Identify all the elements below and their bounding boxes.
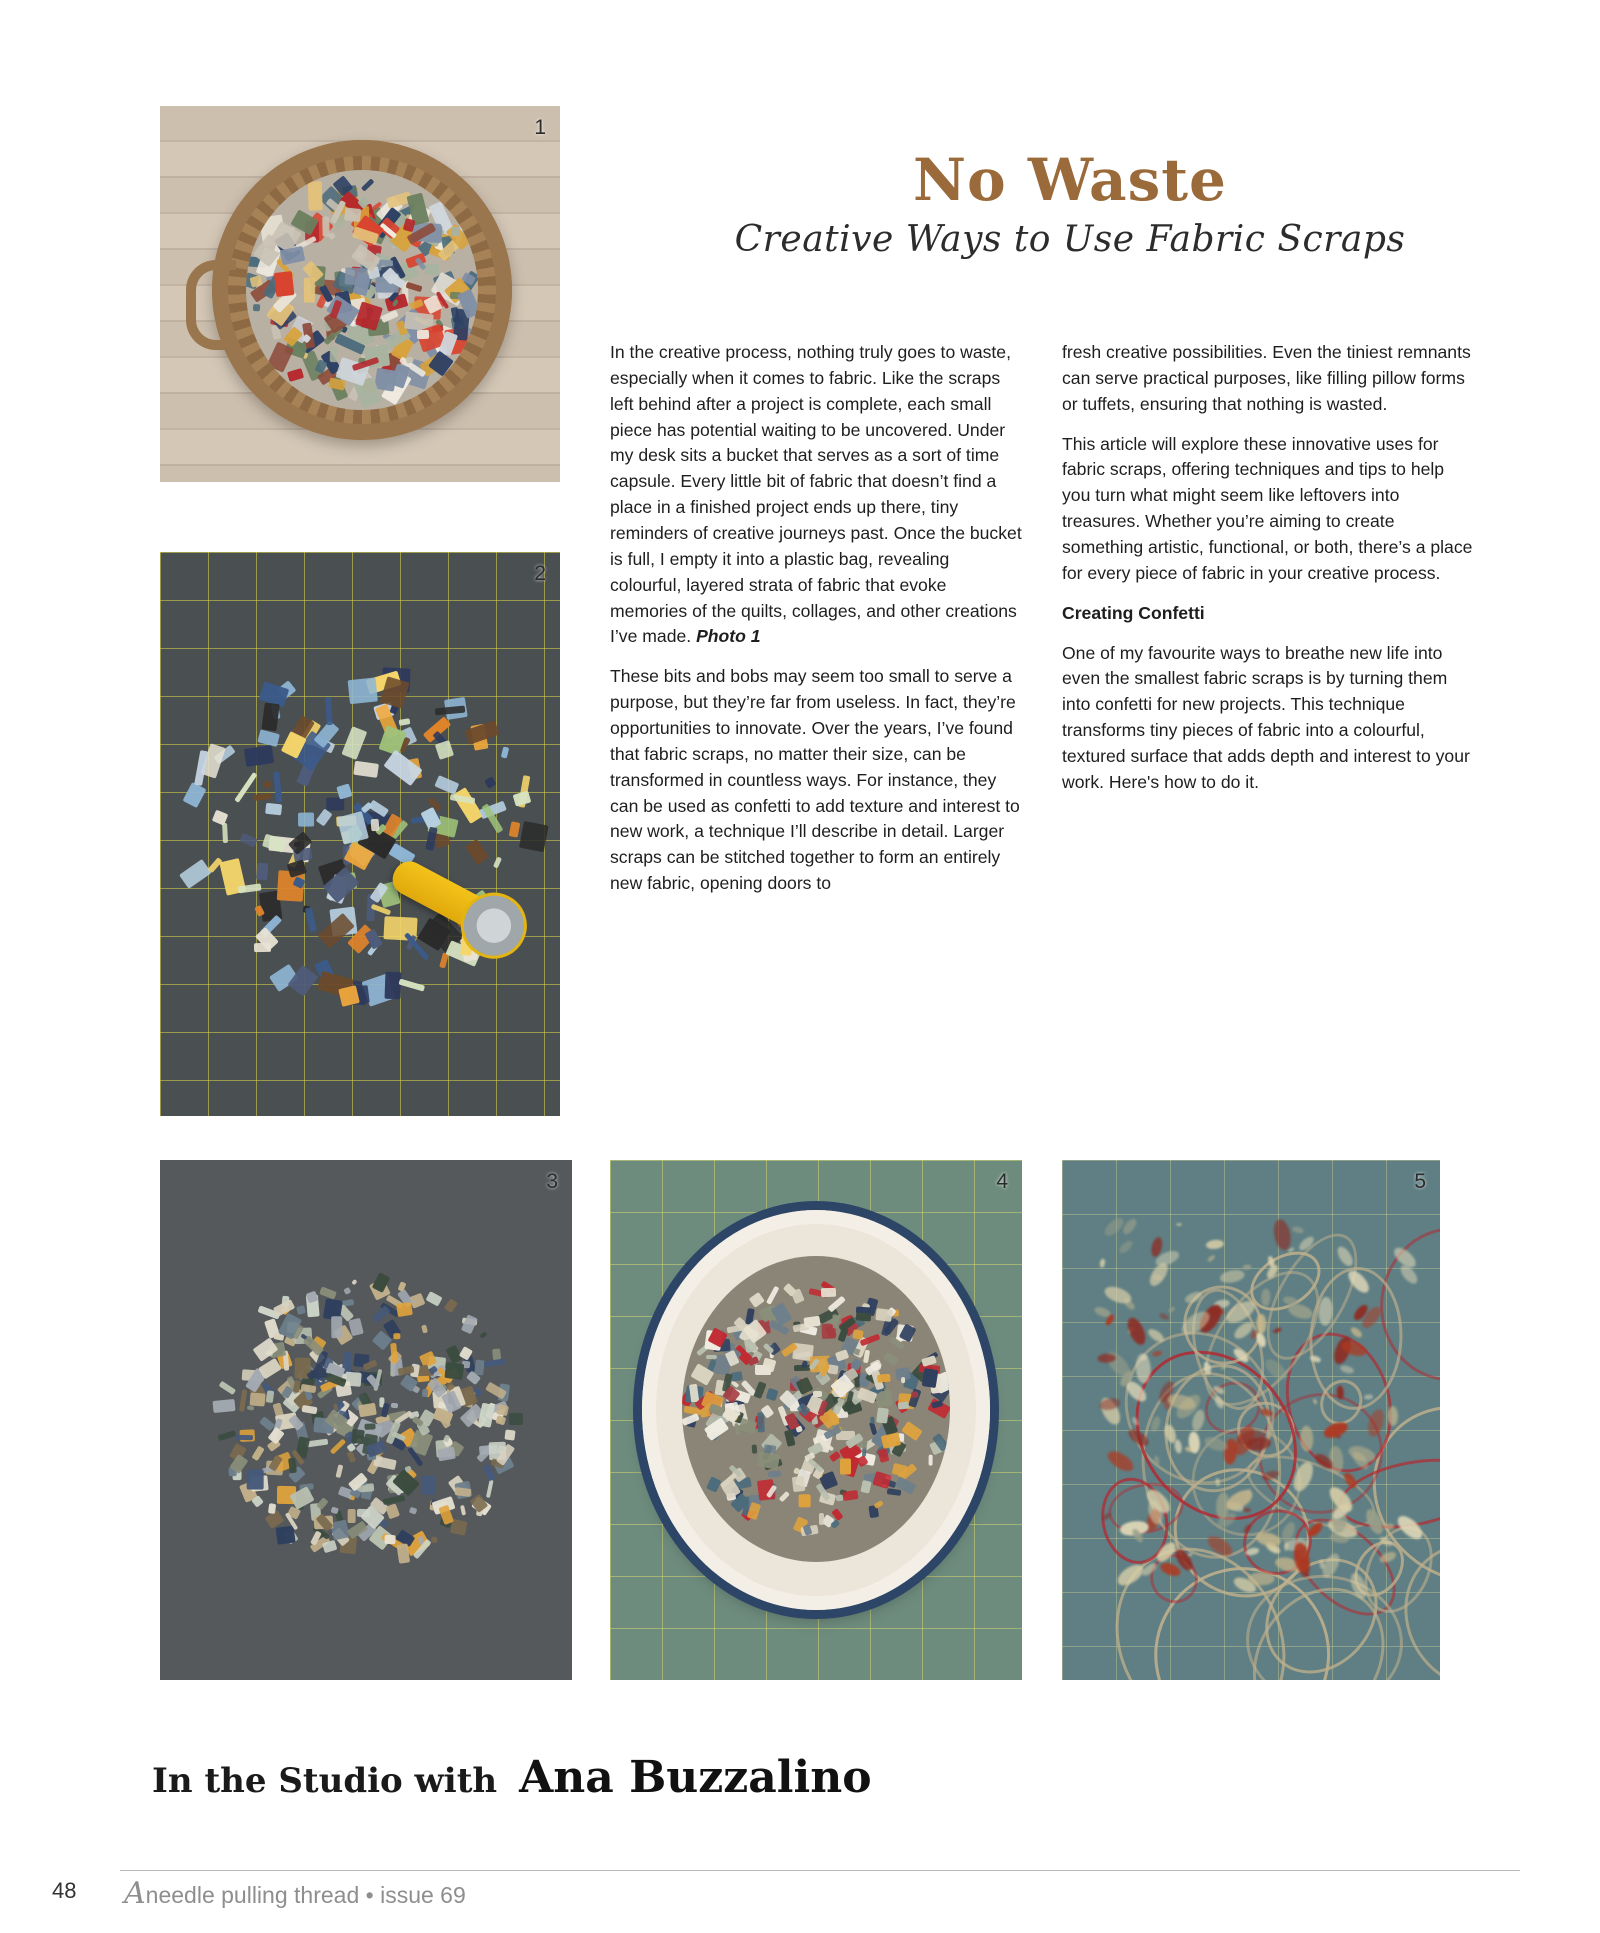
paragraph: One of my favourite ways to breathe new life into even the smallest fabric scraps is by turning them into confetti for new projects. This technique transforms tiny pieces of fabric into a colourful, textured surface that adds depth and interest to your work. Here's how to do it. [1062,642,1470,792]
page-title: No Waste [913,146,1227,214]
paragraph: fresh creative possibilities. Even the tiniest remnants can serve practical purposes, like filling pillow forms or tuffets, ensuring that nothing is wasted. [1062,342,1471,414]
photo-number-1: 1 [534,116,546,139]
body-column-right [1062,340,1474,796]
photo-number-5: 5 [1414,1170,1426,1193]
wicker-basket [212,140,512,440]
section-subheading: Creating Confetti [1062,602,1205,623]
footer-rule [120,1870,1520,1871]
scattered-scraps [160,552,560,1116]
confetti-pile [160,1160,572,1680]
page-subtitle: Creative Ways to Use Fabric Scraps [734,218,1406,260]
issue-label: issue 69 [380,1882,466,1908]
ceramic-bowl [642,1210,990,1610]
photo-fabric-confetti-pile [160,1160,572,1680]
article-title-block [600,146,1540,260]
paragraph [610,340,1022,650]
studio-byline [152,1752,872,1803]
paragraph: These bits and bobs may seem too small to serve a purpose, but they’re far from useless. In fact, they’re opportunities to innovate. Over the years, I’ve found that fabric scraps, no matter their size, can be transformed in countless ways. For instance, they can be used as confetti to add texture and interest to new work, a technique I’ll describe in detail. Larger scraps can be stitched together to form an entirely new fabric, opening doors to [610,666,1020,894]
masthead [124,1876,466,1911]
page-number: 48 [52,1878,77,1903]
author-name: Ana Buzzalino [519,1752,872,1803]
photo-number-2: 2 [534,562,546,585]
thread-tangle [1062,1160,1440,1680]
photo-reference: Photo 1 [696,626,761,647]
photo-thread-and-fibre-scraps [1062,1160,1440,1680]
photo-number-3: 3 [546,1170,558,1193]
masthead-separator: • [365,1882,374,1908]
confetti-in-bowl [682,1256,950,1562]
paragraph: This article will explore these innovative uses for fabric scraps, offering techniques and tips to help you turn what might seem like leftovers into treasures. Whether you’re aiming to create something artistic, functional, or both, there’s a place for every piece of fabric in your creative process. [1062,433,1473,583]
photo-basket-of-fabric-scraps [160,106,560,482]
body-column-left [610,340,1022,897]
photo-number-4: 4 [996,1170,1008,1193]
masthead-initial: A [124,1876,146,1911]
photo-scraps-and-rotary-cutter-on-mat [160,552,560,1116]
scrap-pile [246,170,478,410]
masthead-text: needle pulling thread [145,1882,360,1908]
photo-bowl-of-fabric-confetti [610,1160,1022,1680]
paragraph-text: In the creative process, nothing truly goes to waste, especially when it comes to fabric. Like the scraps left behind after a project is complete, each small piece has potential waiting to be uncovered. Under my desk sits a bucket that serves as a sort of time capsule. Every little bit of fabric that doesn’t find a place in a finished project ends up there, tiny reminders of creative journeys past. Once the bucket is full, I empty it into a plastic bag, revealing colourful, layered strata of fabric that evoke memories of the quilts, collages, and other creations I’ve made. [610,342,1022,647]
studio-prefix: In the Studio with [152,1761,498,1801]
